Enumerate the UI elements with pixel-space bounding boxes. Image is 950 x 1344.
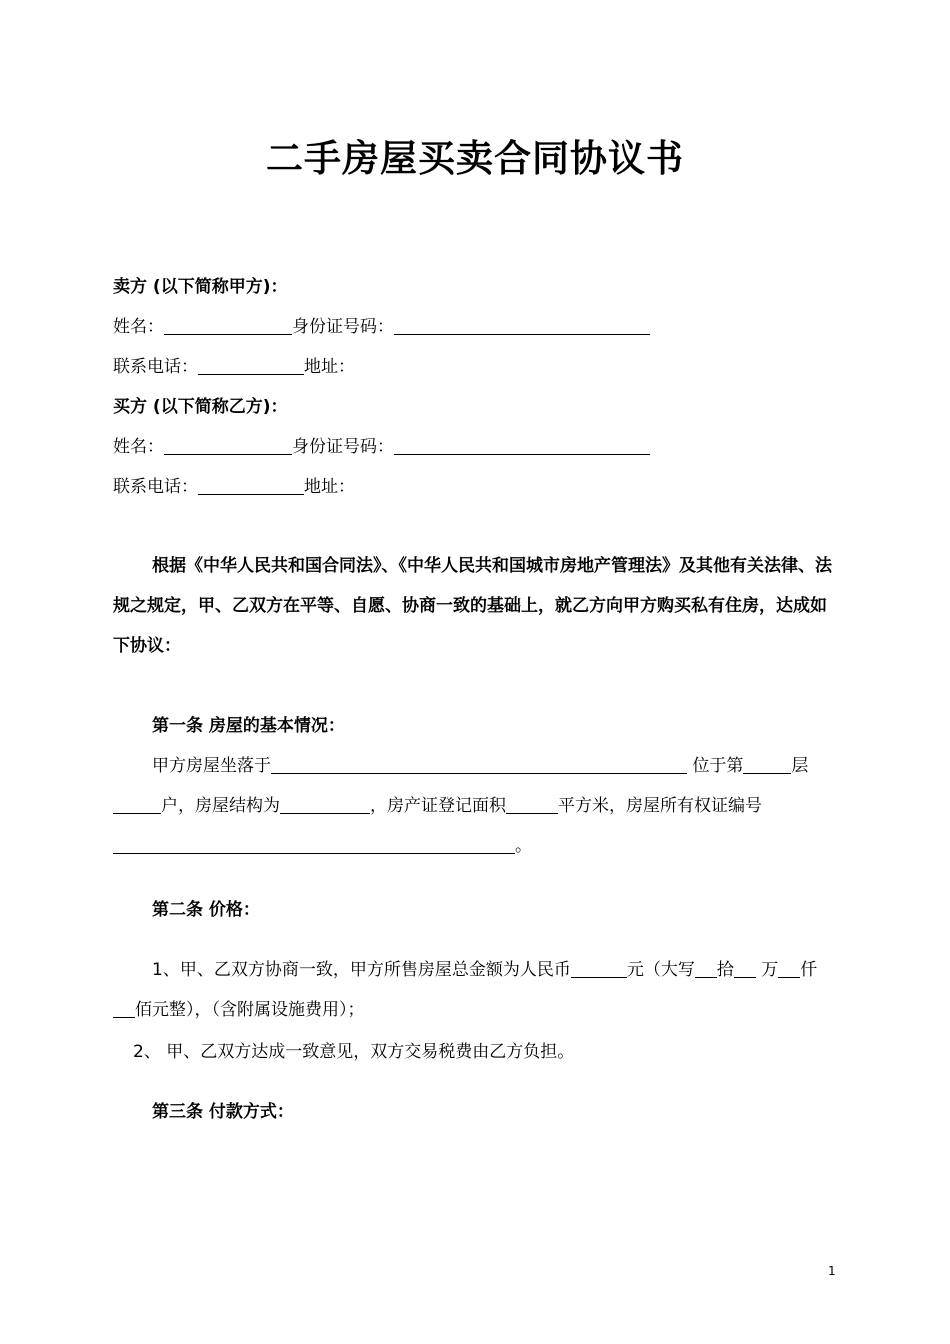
buyer-id-blank bbox=[394, 436, 650, 455]
unit-blank bbox=[113, 795, 161, 814]
clause1-text-shi: 拾 bbox=[716, 960, 734, 980]
preamble-paragraph: 根据《中华人民共和国合同法》、《中华人民共和国城市房地产管理法》及其他有关法律、法规之规定，甲、乙双方在平等、自愿、协商一致的基础上，就乙方向甲方购买私有住房，达成如下协议： bbox=[113, 556, 832, 656]
article1-text-floor: 位于第 bbox=[692, 756, 744, 776]
article1-text-area: ，房产证登记面积 bbox=[370, 796, 506, 816]
shi-blank bbox=[734, 959, 756, 978]
article1-text-end: 。 bbox=[515, 836, 532, 856]
qian-blank bbox=[113, 999, 135, 1018]
article1-text-location: 甲方房屋坐落于 bbox=[152, 756, 271, 776]
floor-blank bbox=[743, 755, 791, 774]
clause1-text-capital: 元（大写 bbox=[626, 960, 695, 980]
buyer-id-label: 身份证号码： bbox=[292, 437, 394, 457]
article1-heading: 第一条 房屋的基本情况： bbox=[152, 716, 345, 736]
article1-text-structure: 户，房屋结构为 bbox=[161, 796, 280, 816]
article2-clause2: 2、 甲、乙双方达成一致意见，双方交易税费由乙方负担。 bbox=[133, 1042, 575, 1062]
buyer-phone-blank bbox=[198, 476, 304, 495]
seller-id-label: 身份证号码： bbox=[292, 317, 394, 337]
seller-heading: 卖方 (以下简称甲方)： bbox=[113, 277, 288, 297]
structure-blank bbox=[280, 795, 370, 814]
location-blank bbox=[271, 755, 687, 774]
seller-contact-row bbox=[113, 355, 355, 379]
buyer-address-label: 地址： bbox=[304, 477, 355, 497]
seller-id-blank bbox=[394, 316, 650, 335]
clause1-text-qian: 仟 bbox=[800, 960, 818, 980]
buyer-contact-row bbox=[113, 475, 355, 499]
document-title: 二手房屋买卖合同协议书 bbox=[266, 137, 684, 180]
seller-phone-label: 联系电话： bbox=[113, 357, 198, 377]
article1-paragraph bbox=[113, 746, 838, 866]
seller-name-row bbox=[113, 315, 650, 339]
area-blank bbox=[506, 795, 558, 814]
certificate-blank bbox=[113, 835, 515, 854]
buyer-name-row bbox=[113, 435, 650, 459]
ten-thousand-blank bbox=[695, 959, 717, 978]
seller-address-label: 地址： bbox=[304, 357, 355, 377]
seller-phone-blank bbox=[198, 356, 304, 375]
page-number: 1 bbox=[828, 1264, 836, 1278]
buyer-name-blank bbox=[164, 436, 292, 455]
wan-blank bbox=[778, 959, 800, 978]
buyer-name-label: 姓名： bbox=[113, 437, 164, 457]
clause1-text-amount: 1、甲、乙双方协商一致，甲方所售房屋总金额为人民币 bbox=[152, 960, 571, 980]
article1-text-layer: 层 bbox=[791, 756, 809, 776]
buyer-phone-label: 联系电话： bbox=[113, 477, 198, 497]
seller-name-blank bbox=[164, 316, 292, 335]
amount-blank bbox=[571, 959, 627, 978]
buyer-heading: 买方 (以下简称乙方)： bbox=[113, 397, 288, 417]
article1-text-certificate: 平方米，房屋所有权证编号 bbox=[558, 796, 762, 816]
seller-name-label: 姓名： bbox=[113, 317, 164, 337]
clause1-text-end: 佰元整），（含附属设施费用）； bbox=[135, 1000, 365, 1020]
article2-heading: 第二条 价格： bbox=[152, 900, 260, 920]
article2-clause1 bbox=[113, 950, 838, 1030]
clause1-text-wan: 万 bbox=[761, 960, 779, 980]
article3-heading: 第三条 付款方式： bbox=[152, 1102, 294, 1122]
